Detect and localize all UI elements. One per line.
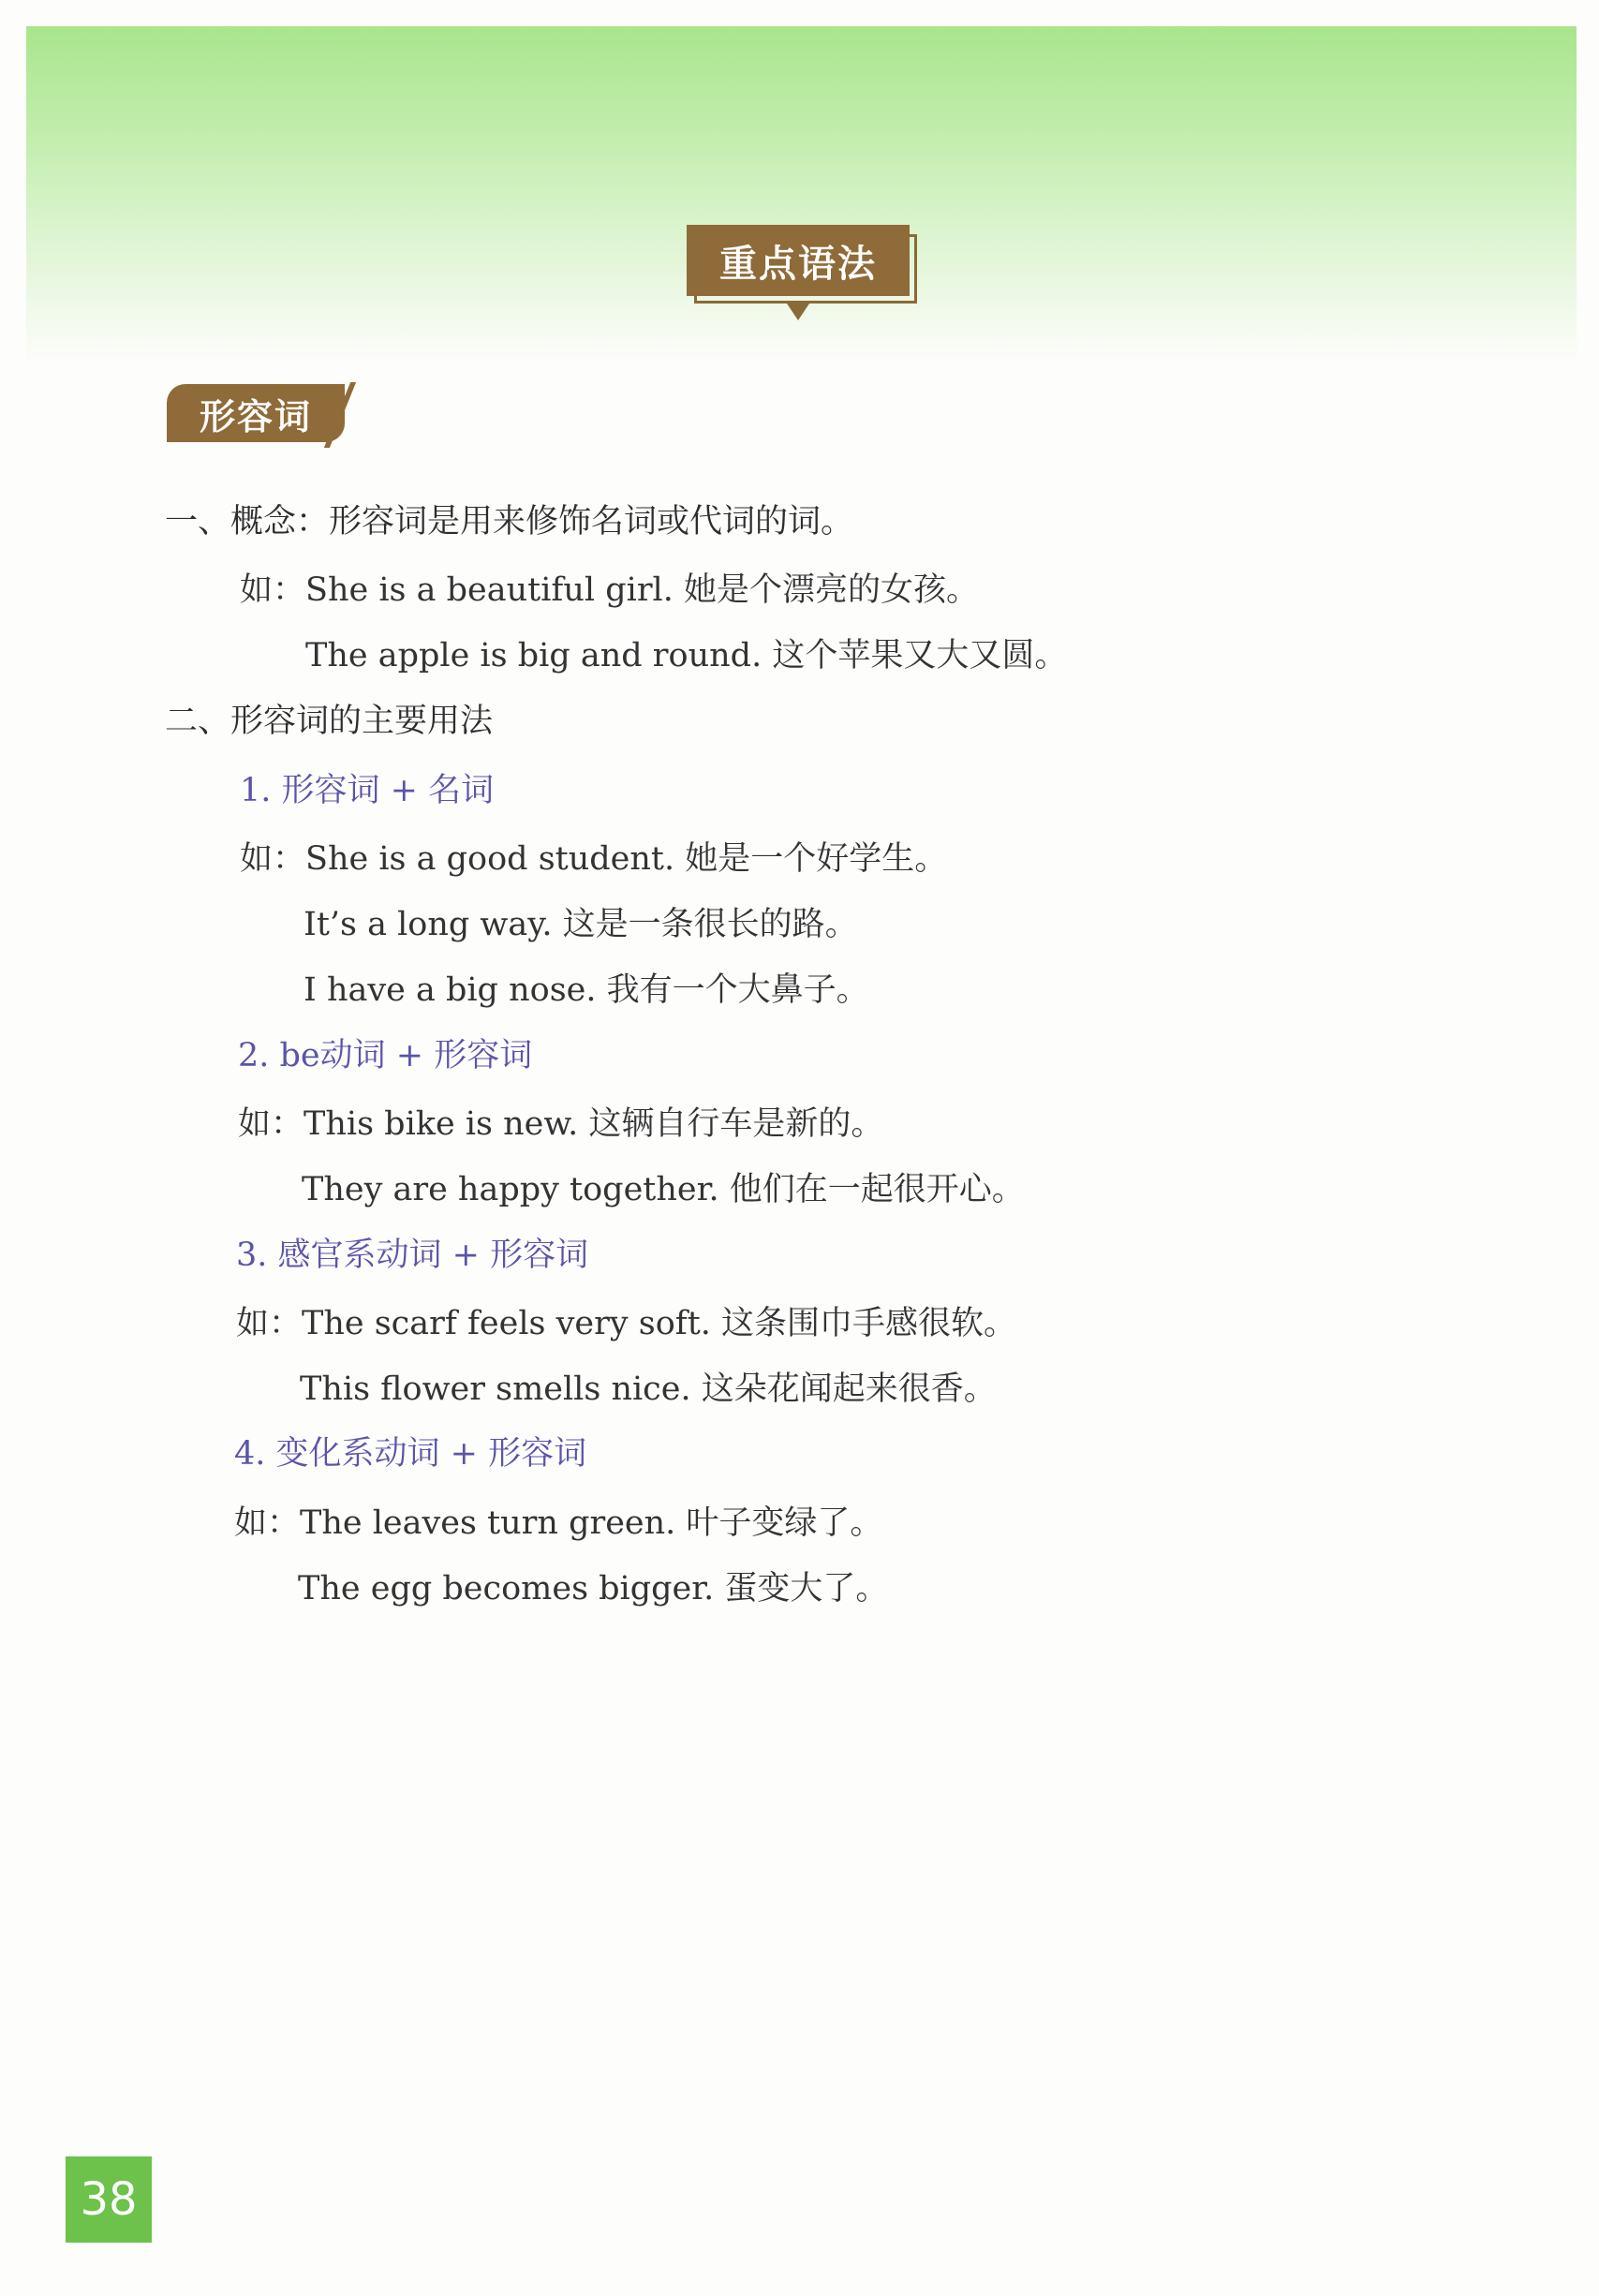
example-line: 如：The leaves turn green. 叶子变绿了。 [234,1504,883,1542]
heading-usage: 二、形容词的主要用法 [165,703,494,740]
section-tag [167,384,373,450]
example-line: The egg becomes bigger. 蛋变大了。 [298,1570,889,1607]
example-line: 如：She is a good student. 她是一个好学生。 [240,840,948,878]
example-line: It’s a long way. 这是一条很长的路。 [304,906,858,943]
page-number: 38 [66,2156,152,2243]
title-badge-pointer [787,304,809,320]
title-badge [687,225,921,318]
example-line: The apple is big and round. 这个苹果又大又圆。 [305,637,1068,674]
section-tag-label: 形容词 [167,384,345,442]
example-line: They are happy together. 他们在一起很开心。 [302,1171,1025,1208]
usage-rule-2: 2. be动词 + 形容词 [238,1037,533,1074]
usage-rule-1: 1. 形容词 + 名词 [240,772,495,809]
example-line: 如：The scarf feels very soft. 这条围巾手感很软。 [236,1305,1017,1342]
heading-concept: 一、概念：形容词是用来修饰名词或代词的词。 [165,503,854,541]
example-line: I have a big nose. 我有一个大鼻子。 [304,971,869,1009]
example-line: This flower smells nice. 这朵花闻起来很香。 [300,1370,997,1408]
page-title: 重点语法 [687,225,910,296]
usage-rule-4: 4. 变化系动词 + 形容词 [234,1435,587,1473]
example-line: 如：This bike is new. 这辆自行车是新的。 [238,1105,884,1143]
example-line: 如：She is a beautiful girl. 她是个漂亮的女孩。 [240,571,980,609]
usage-rule-3: 3. 感官系动词 + 形容词 [236,1237,589,1274]
